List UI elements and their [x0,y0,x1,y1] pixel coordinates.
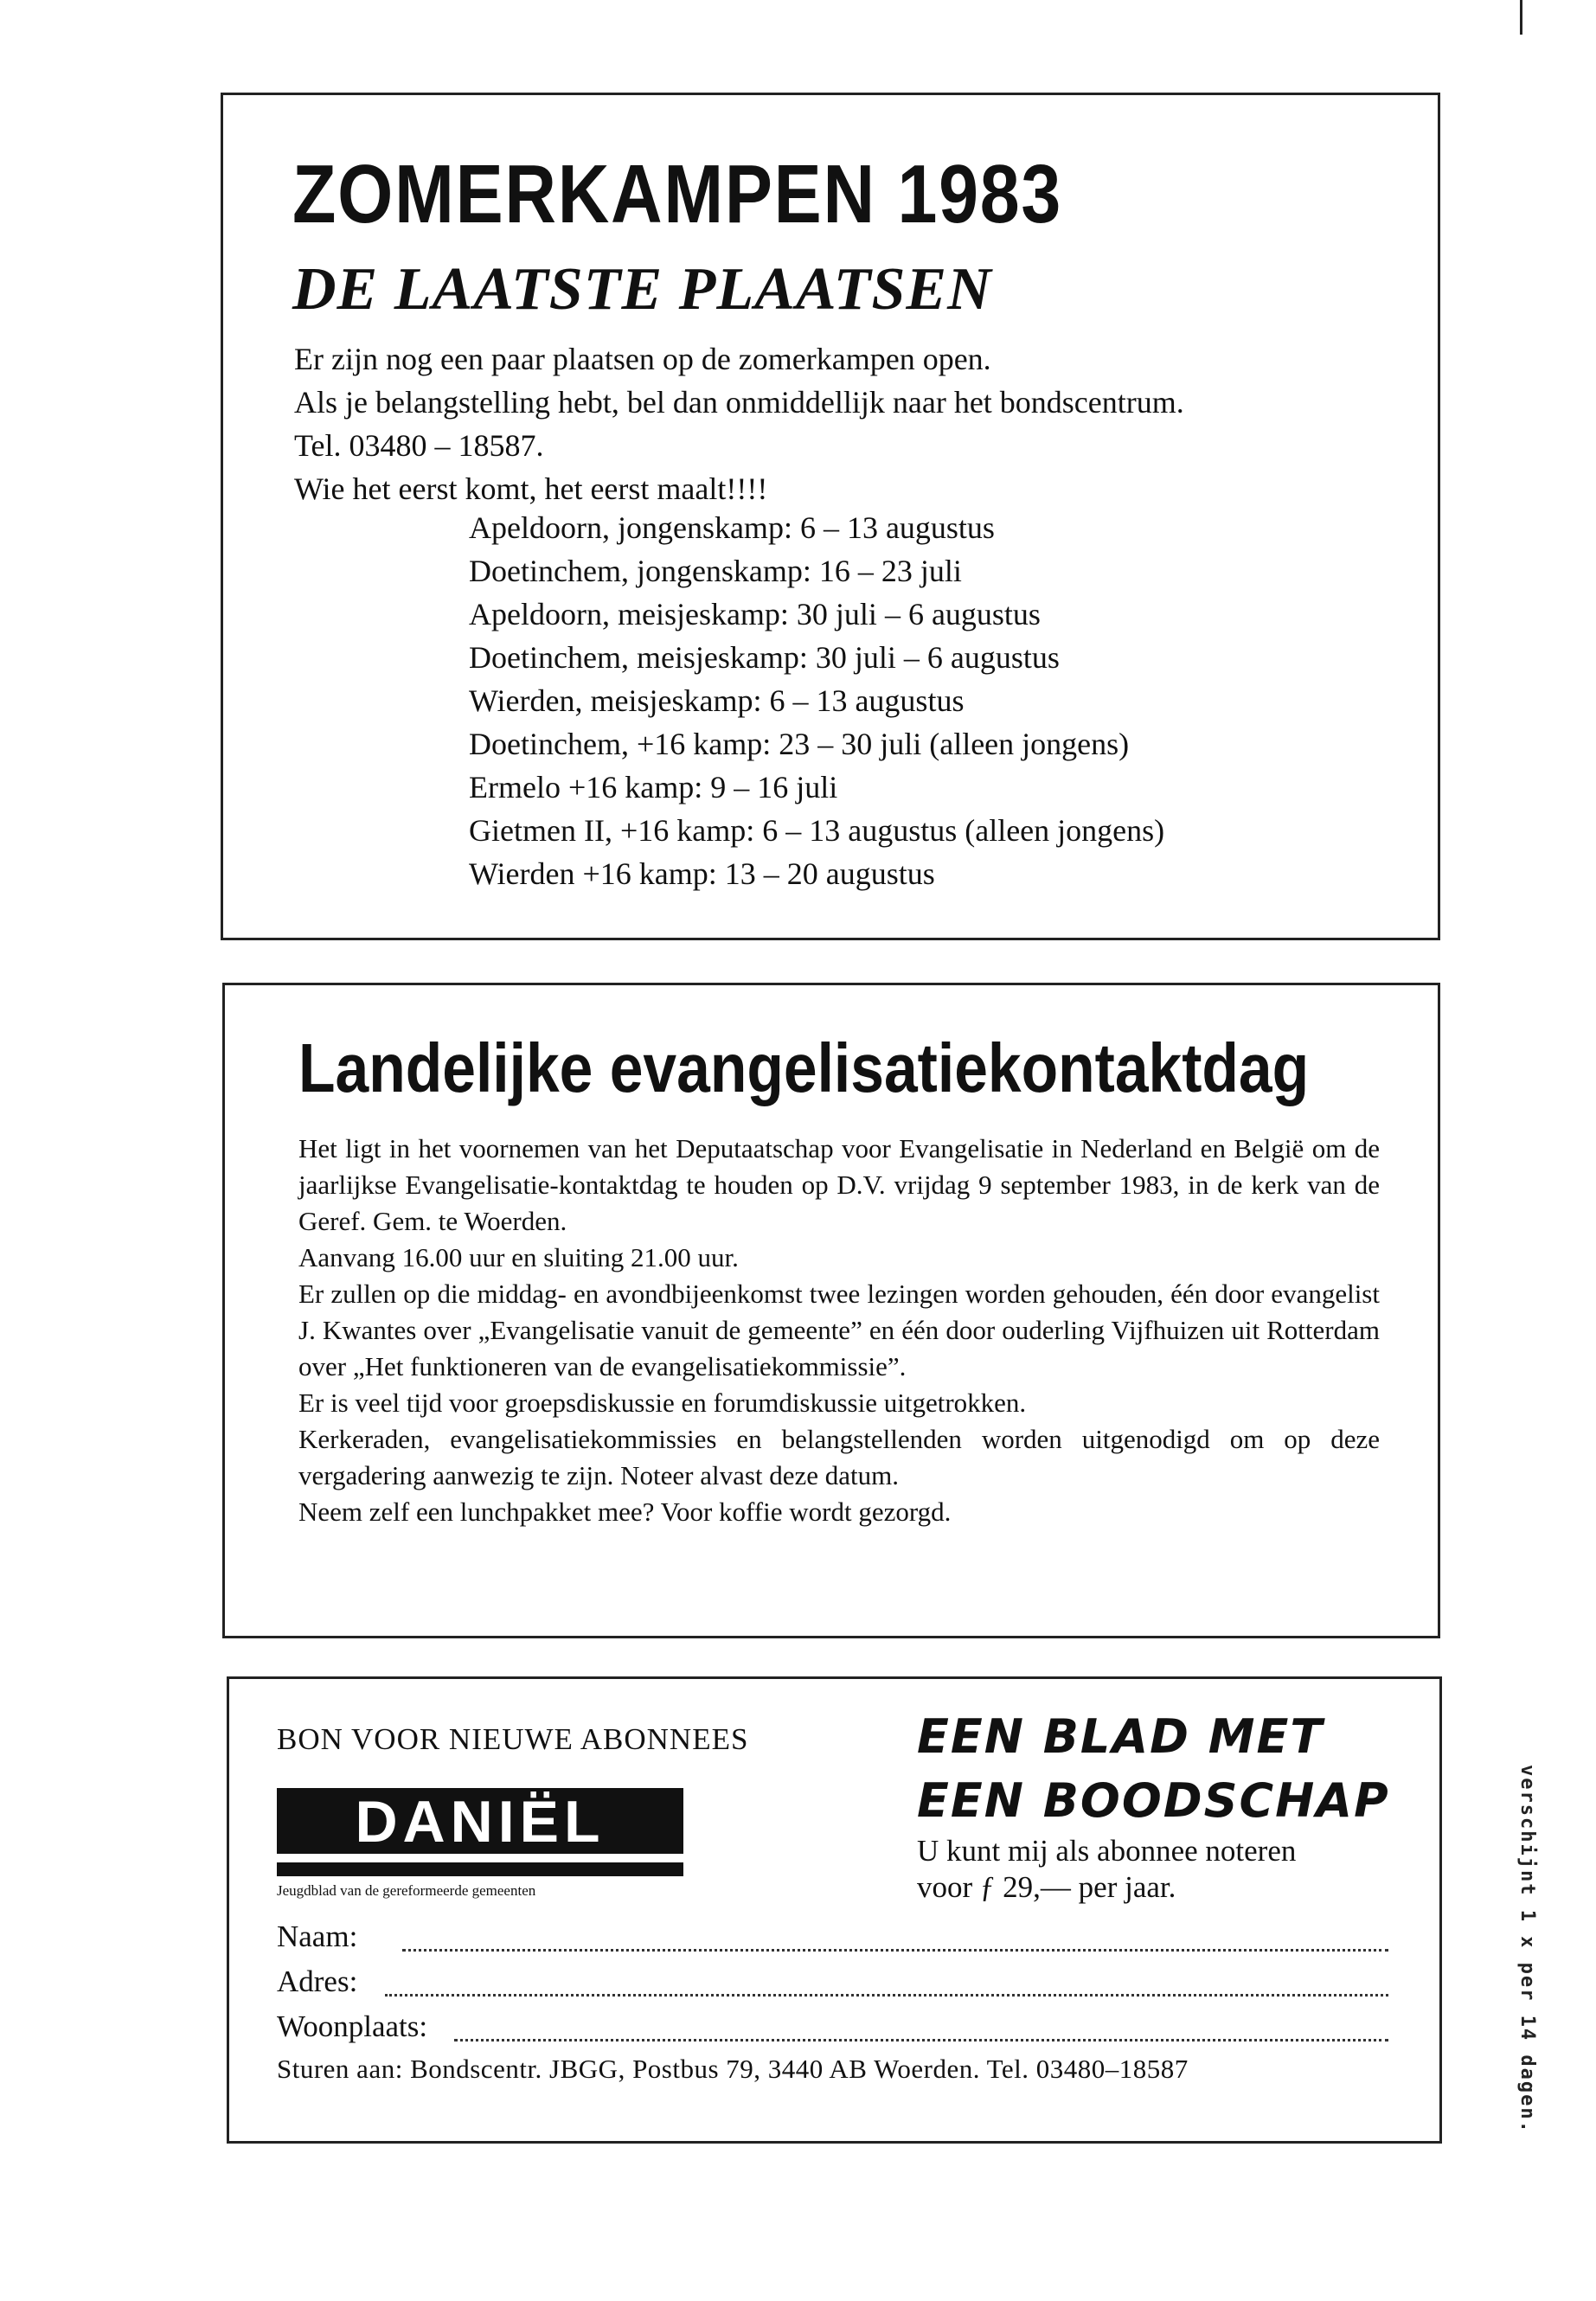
coupon-label: BON VOOR NIEUWE ABONNEES [277,1722,749,1756]
camp-list [469,506,1164,895]
camp-item: Wierden, meisjeskamp: 6 – 13 augustus [469,683,965,718]
camp-item: Doetinchem, +16 kamp: 23 – 30 juli (alleen jongens) [469,727,1130,761]
camp-item: Apeldoorn, jongenskamp: 6 – 13 augustus [469,510,995,545]
name-field[interactable] [402,1949,1388,1952]
daniel-logo [277,1783,683,1878]
headline-line: EEN BLAD MET [917,1709,1324,1764]
intro-line: Er zijn nog een paar plaatsen op de zomerkampen open. [294,342,991,376]
headline-line: EEN BOODSCHAP [917,1773,1390,1828]
intro-phone-line: Tel. 03480 – 18587. [294,428,544,463]
summer-camps-subtitle: DE LAATSTE PLAATSEN [292,256,992,323]
page-edge-line [1520,0,1522,35]
camp-item: Wierden +16 kamp: 13 – 20 augustus [469,856,935,891]
offer-price-line: voor ƒ 29,— per jaar. [917,1870,1176,1904]
send-to-address: Sturen aan: Bondscentr. JBGG, Postbus 79, 3440 AB Woerden. Tel. 03480–18587 [277,2054,1189,2084]
evangelism-day-title: Landelijke evangelisatiekontaktdag [298,1029,1310,1106]
summer-camps-title: ZOMERKAMPEN 1983 [292,148,1063,240]
camp-item: Apeldoorn, meisjeskamp: 30 juli – 6 augustus [469,597,1041,631]
body-paragraph: Neem zelf een lunchpakket mee? Voor koffie wordt gezorgd. [298,1497,952,1527]
body-paragraph: Er is veel tijd voor groepsdiskussie en forumdiskussie uitgetrokken. [298,1388,1027,1418]
intro-line: Wie het eerst komt, het eerst maalt!!!! [294,471,768,506]
camp-item: Gietmen II, +16 kamp: 6 – 13 augustus (alleen jongens) [469,813,1165,848]
headline [917,1705,1390,1833]
logo-tagline: Jeugdblad van de gereformeerde gemeenten [277,1882,536,1899]
summer-camps-intro [294,337,1184,510]
body-paragraph: Er zullen op die middag- en avondbijeenkomst twee lezingen worden gehouden, één door evangelist J. Kwantes over „Evangelisatie vanuit de gemeente” en één door ouderling Vijfhuizen uit Rotterdam over „Het funktioneren van de evangelisatiekommissie”. [298,1279,1380,1381]
camp-item: Doetinchem, jongenskamp: 16 – 23 juli [469,554,962,588]
camp-item: Ermelo +16 kamp: 9 – 16 juli [469,770,838,804]
offer-line: U kunt mij als abonnee noteren [917,1834,1297,1868]
camp-item: Doetinchem, meisjeskamp: 30 juli – 6 augustus [469,640,1060,675]
subscription-coupon [227,1676,1442,2144]
evangelism-day-box [222,983,1440,1638]
body-paragraph: Kerkeraden, evangelisatiekommissies en belangstellenden worden uitgenodigd om op deze vergadering aanwezig te zijn. Noteer alvast deze datum. [298,1424,1380,1490]
city-field-label: Woonplaats: [277,2009,428,2043]
evangelism-day-body [298,1131,1380,1530]
subscription-offer [917,1833,1296,1906]
intro-line: Als je belangstelling hebt, bel dan onmiddellijk naar het bondscentrum. [294,385,1184,420]
city-field[interactable] [454,2039,1388,2041]
body-paragraph: Het ligt in het voornemen van het Deputaatschap voor Evangelisatie in Nederland en België om de jaarlijkse Evangelisatie-kontaktdag te houden op D.V. vrijdag 9 september 1983, in de kerk van de Geref. Gem. te Woerden. [298,1133,1380,1236]
body-paragraph: Aanvang 16.00 uur en sluiting 21.00 uur. [298,1242,739,1272]
margin-note: verschijnt 1 x per 14 dagen. [1516,1765,1538,2134]
logo-text: DANIËL [355,1789,606,1855]
name-field-label: Naam: [277,1920,358,1953]
address-field-label: Adres: [277,1965,358,1998]
address-field[interactable] [385,1994,1388,1997]
summer-camps-box [221,93,1440,940]
